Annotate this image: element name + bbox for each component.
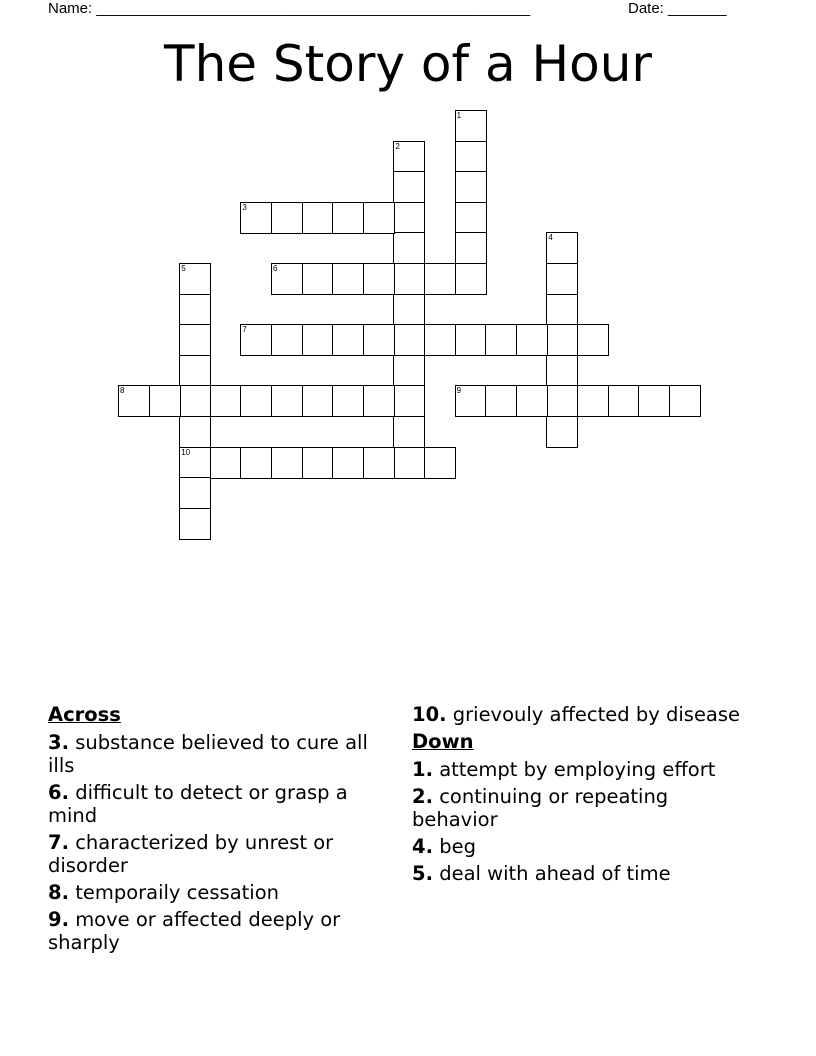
clue-number: 7. bbox=[48, 831, 69, 854]
clue-number-label: 10 bbox=[181, 447, 191, 457]
clue-number: 8. bbox=[48, 881, 69, 904]
clue-across-6 bbox=[48, 781, 393, 827]
crossword-cell[interactable] bbox=[240, 202, 272, 234]
clue-number-label: 5 bbox=[181, 264, 186, 273]
crossword-cell[interactable] bbox=[455, 110, 487, 142]
crossword-cell[interactable] bbox=[149, 385, 181, 417]
clue-text: substance believed to cure all ills bbox=[48, 731, 368, 777]
crossword-cell[interactable] bbox=[455, 202, 487, 234]
crossword-cell[interactable] bbox=[332, 324, 364, 356]
crossword-cell[interactable] bbox=[577, 385, 609, 417]
crossword-cell[interactable] bbox=[179, 508, 211, 540]
clue-number-label: 8 bbox=[120, 386, 125, 396]
clue-across-9 bbox=[48, 908, 393, 954]
crossword-cell[interactable] bbox=[240, 324, 272, 356]
clue-number-label: 6 bbox=[273, 264, 278, 273]
crossword-cell[interactable] bbox=[332, 447, 364, 479]
crossword-cell[interactable] bbox=[393, 355, 425, 387]
crossword-cell[interactable] bbox=[271, 324, 303, 356]
name-blank: ____________________________________________________ bbox=[96, 0, 531, 17]
crossword-cell[interactable] bbox=[302, 324, 334, 356]
crossword-cell[interactable] bbox=[302, 447, 334, 479]
clue-column-left bbox=[48, 703, 393, 958]
crossword-cell[interactable] bbox=[393, 385, 425, 417]
crossword-cell[interactable] bbox=[455, 171, 487, 203]
clue-number-label: 9 bbox=[456, 386, 462, 396]
page-title: The Story of a Hour bbox=[164, 35, 652, 93]
name-label: Name: bbox=[48, 0, 93, 17]
clue-text: grievouly affected by disease bbox=[452, 703, 741, 726]
clue-number-label: 7 bbox=[242, 325, 247, 335]
crossword-cell[interactable] bbox=[546, 263, 578, 295]
clue-down-4 bbox=[412, 835, 757, 858]
crossword-cell[interactable] bbox=[393, 232, 425, 264]
clue-number: 2. bbox=[412, 785, 433, 808]
clue-text: continuing or repeating behavior bbox=[412, 785, 669, 831]
clue-text: move or affected deeply or sharply bbox=[48, 908, 341, 954]
clue-across-8 bbox=[48, 881, 393, 904]
crossword-cell[interactable] bbox=[118, 385, 150, 417]
crossword-cell[interactable] bbox=[669, 385, 701, 417]
crossword-cell[interactable] bbox=[332, 385, 364, 417]
clue-text: difficult to detect or grasp a mind bbox=[48, 781, 348, 827]
crossword-cell[interactable] bbox=[393, 447, 425, 479]
crossword-cell[interactable] bbox=[455, 232, 487, 264]
crossword-cell[interactable] bbox=[179, 385, 211, 417]
clue-down-1 bbox=[412, 758, 757, 781]
clue-number: 3. bbox=[48, 731, 69, 754]
crossword-cell[interactable] bbox=[271, 202, 303, 234]
crossword-cell[interactable] bbox=[210, 385, 242, 417]
clue-text: characterized by unrest or disorder bbox=[48, 831, 334, 877]
clue-across-7 bbox=[48, 831, 393, 877]
clue-text: deal with ahead of time bbox=[439, 862, 671, 885]
clue-number: 6. bbox=[48, 781, 69, 804]
crossword-cell[interactable] bbox=[546, 294, 578, 326]
crossword-cell[interactable] bbox=[424, 324, 456, 356]
crossword-cell[interactable] bbox=[455, 324, 487, 356]
clue-number-label: 1 bbox=[456, 111, 462, 120]
crossword-cell[interactable] bbox=[424, 447, 456, 479]
crossword-cell[interactable] bbox=[608, 385, 640, 417]
crossword-cell[interactable] bbox=[516, 324, 548, 356]
crossword-cell[interactable] bbox=[179, 477, 211, 509]
crossword-cell[interactable] bbox=[485, 324, 517, 356]
clue-column-right bbox=[412, 703, 757, 889]
crossword-cell[interactable] bbox=[393, 416, 425, 448]
crossword-cell[interactable] bbox=[546, 416, 578, 448]
crossword-cell[interactable] bbox=[546, 324, 578, 356]
crossword-cell[interactable] bbox=[363, 324, 395, 356]
crossword-cell[interactable] bbox=[393, 294, 425, 326]
crossword-cell[interactable] bbox=[363, 447, 395, 479]
crossword-cell[interactable] bbox=[363, 202, 395, 234]
clue-text: beg bbox=[439, 835, 476, 858]
clue-number-label: 2 bbox=[395, 141, 400, 151]
clue-number: 4. bbox=[412, 835, 433, 858]
crossword-cell[interactable] bbox=[393, 202, 425, 234]
crossword-cell[interactable] bbox=[271, 385, 303, 417]
crossword-cell[interactable] bbox=[179, 324, 211, 356]
crossword-cell[interactable] bbox=[179, 447, 211, 479]
crossword-cell[interactable] bbox=[516, 385, 548, 417]
crossword-cell[interactable] bbox=[240, 447, 272, 479]
crossword-cell[interactable] bbox=[577, 324, 609, 356]
across-heading: Across bbox=[48, 703, 121, 726]
crossword-cell[interactable] bbox=[393, 263, 425, 295]
clue-text: attempt by employing effort bbox=[439, 758, 716, 781]
date-blank: _______ bbox=[668, 0, 727, 17]
crossword-cell[interactable] bbox=[455, 263, 487, 295]
crossword-cell[interactable] bbox=[455, 141, 487, 173]
crossword-cell[interactable] bbox=[302, 385, 334, 417]
down-heading: Down bbox=[412, 730, 474, 753]
crossword-cell[interactable] bbox=[393, 171, 425, 203]
crossword-cell[interactable] bbox=[302, 263, 334, 295]
crossword-cell[interactable] bbox=[271, 447, 303, 479]
crossword-cell[interactable] bbox=[332, 202, 364, 234]
crossword-cell[interactable] bbox=[363, 263, 395, 295]
crossword-cell[interactable] bbox=[393, 141, 425, 173]
crossword-cell[interactable] bbox=[302, 202, 334, 234]
crossword-cell[interactable] bbox=[179, 263, 211, 295]
crossword-cell[interactable] bbox=[485, 385, 517, 417]
crossword-cell[interactable] bbox=[393, 324, 425, 356]
clue-number: 1. bbox=[412, 758, 433, 781]
crossword-cell[interactable] bbox=[271, 263, 303, 295]
crossword-cell[interactable] bbox=[546, 355, 578, 387]
crossword-cell[interactable] bbox=[332, 263, 364, 295]
clue-number: 10. bbox=[412, 703, 447, 726]
crossword-cell[interactable] bbox=[240, 385, 272, 417]
crossword-cell[interactable] bbox=[363, 385, 395, 417]
clue-down-5 bbox=[412, 862, 757, 885]
crossword-cell[interactable] bbox=[424, 263, 456, 295]
crossword-cell[interactable] bbox=[210, 447, 242, 479]
clue-number: 5. bbox=[412, 862, 433, 885]
clue-text: temporaily cessation bbox=[75, 881, 280, 904]
crossword-cell[interactable] bbox=[546, 232, 578, 264]
crossword-cell[interactable] bbox=[179, 294, 211, 326]
clue-across-3 bbox=[48, 731, 393, 777]
crossword-cell[interactable] bbox=[638, 385, 670, 417]
clue-number-label: 3 bbox=[242, 202, 247, 212]
clue-down-2 bbox=[412, 785, 757, 831]
crossword-cell[interactable] bbox=[179, 355, 211, 387]
crossword-cell[interactable] bbox=[455, 385, 487, 417]
clue-across-10 bbox=[412, 703, 757, 726]
crossword-cell[interactable] bbox=[546, 385, 578, 417]
crossword-cell[interactable] bbox=[179, 416, 211, 448]
date-label: Date: bbox=[628, 0, 664, 17]
clue-number-label: 4 bbox=[548, 233, 553, 243]
clue-number: 9. bbox=[48, 908, 69, 931]
